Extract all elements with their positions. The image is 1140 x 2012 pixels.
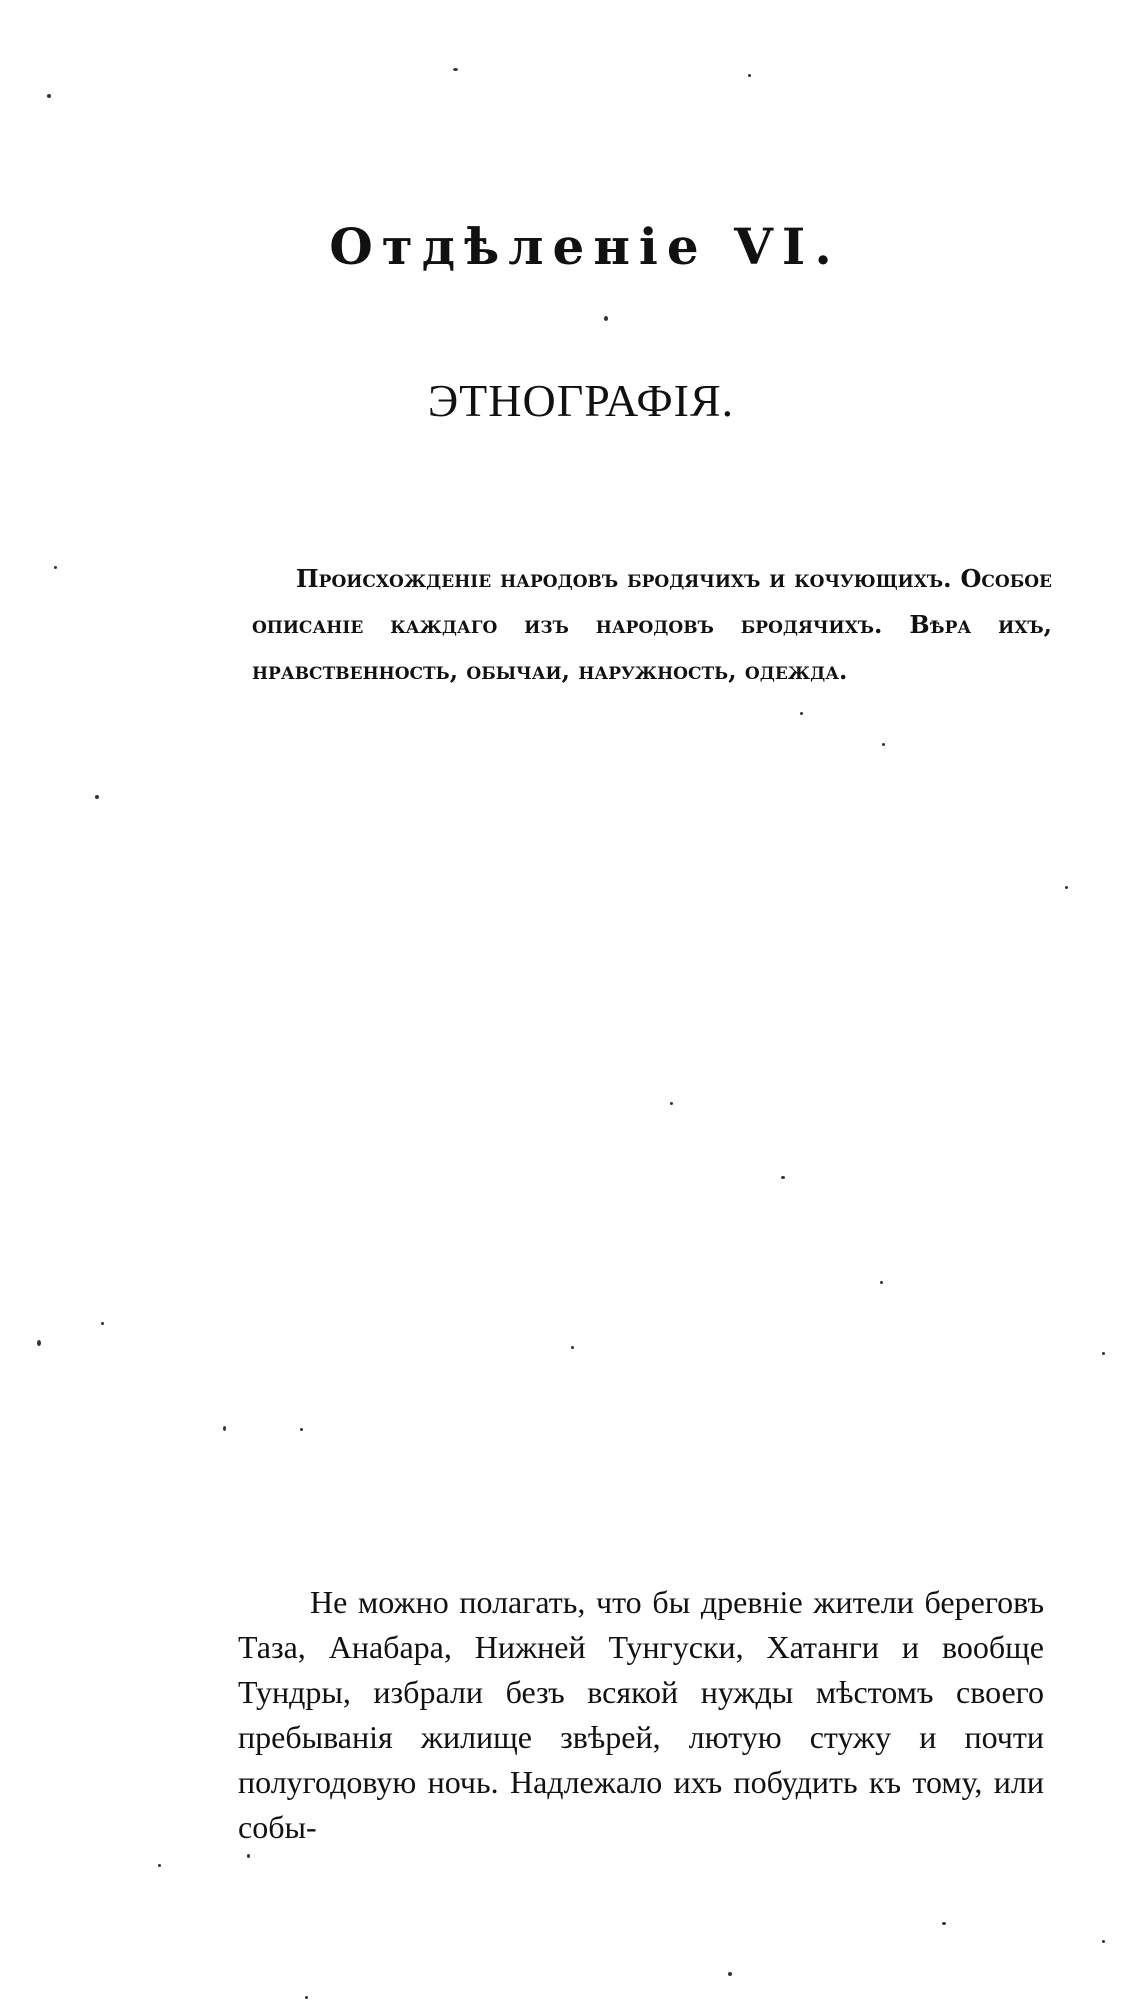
speck [571,1346,574,1349]
speck [1102,1940,1105,1943]
speck [748,74,751,77]
speck [942,1922,946,1925]
speck [300,1428,303,1431]
speck [882,743,885,746]
chapter-title: ЭТНОГРАФІЯ. [427,375,735,426]
speck [1102,1352,1105,1355]
chapter-summary: Происхожденіе народовъ бродячихъ и кочующихъ. Особое описаніе каждаго изъ народовъ бродячихъ. Вѣра ихъ, нравственность, обычаи, наружность, одежда. [252,564,1052,685]
section-heading: Отдѣленіе VI. [329,217,841,276]
speck [728,1972,732,1976]
body-paragraph: Не можно полагать, что бы древніе жители береговъ Таза, Анабара, Нижней Тунгуски, Хатанги и вообще Тундры, избрали безъ всякой нужды мѣстомъ своего пребыванія жилище звѣрей, лютую стужу и почти полугодовую ночь. Надлежало ихъ побудить къ тому, или собы- [238,1584,1044,1845]
speck [670,1102,673,1105]
speck [781,1176,785,1179]
speck [305,1996,308,1999]
speck [223,1426,226,1431]
speck [880,1281,883,1284]
speck [604,316,608,321]
speck [158,1864,161,1867]
speck [800,712,803,715]
speck [95,795,99,799]
speck [247,1854,250,1858]
speck [47,94,51,98]
speck [54,566,57,569]
speck [37,1340,41,1346]
speck [101,1322,104,1325]
speck [453,68,458,71]
speck [1065,886,1068,889]
